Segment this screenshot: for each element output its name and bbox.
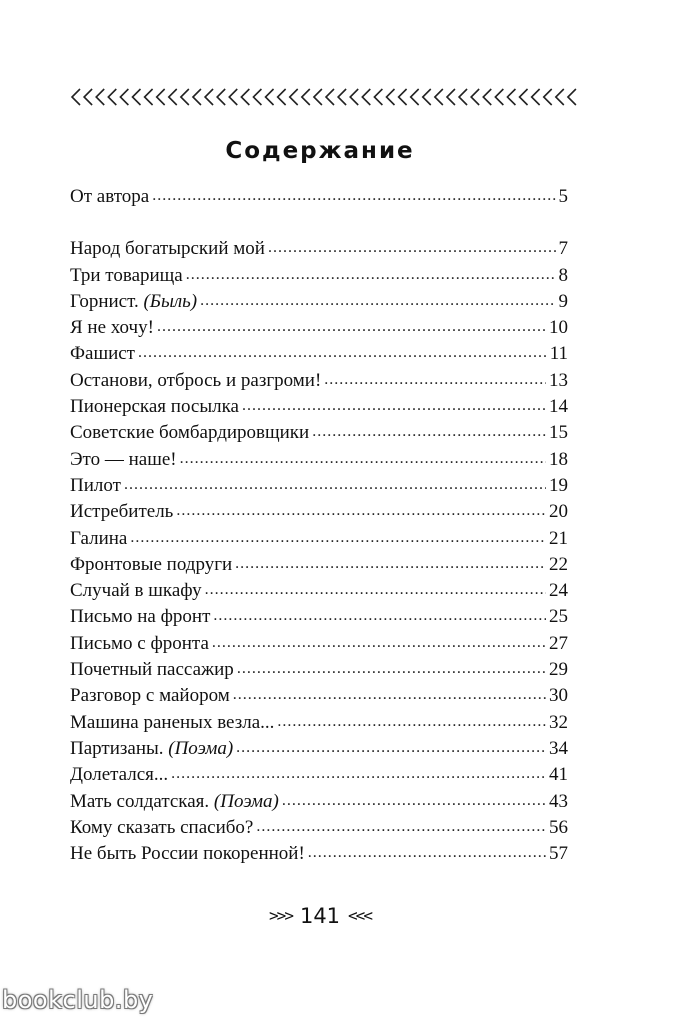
toc-entry-title (70, 657, 234, 683)
chevron-icon (532, 89, 540, 105)
toc-entry (70, 631, 568, 657)
toc-entry-page-number: 34 (549, 737, 568, 759)
toc-entry (70, 526, 568, 552)
toc-entry-title (70, 341, 135, 367)
chevron-icon (459, 89, 467, 105)
chevron-icon (229, 89, 237, 105)
toc-entry-genre-note: (Быль) (143, 290, 198, 312)
toc-entry-title-text: Народ богатырский мой (70, 238, 265, 260)
toc-entry-title (70, 631, 209, 657)
toc-entry-title-text: Письмо на фронт (70, 606, 211, 628)
toc-entry (70, 473, 568, 499)
toc-entry-title-text: Пионерская посылка (70, 396, 239, 418)
toc-entry-title-text: Пилот (70, 474, 121, 496)
chevron-icon (72, 89, 80, 105)
toc-entry-page-number: 56 (549, 816, 568, 838)
toc-dot-leader (237, 655, 546, 681)
toc-entry-page-number: 20 (549, 501, 568, 523)
toc-entry-page-number: 43 (549, 790, 568, 812)
toc-entry-title-text: От автора (70, 186, 150, 207)
chevron-icon (96, 89, 104, 105)
toc-entry (70, 578, 568, 604)
toc-entry-title-text: Долетался... (70, 764, 169, 786)
toc-dot-leader (205, 576, 546, 602)
chevron-icon (362, 89, 370, 105)
toc-entry-page-number: 24 (549, 580, 568, 602)
chevron-icon (157, 89, 165, 105)
toc-entry-title-text: Машина раненых везла... (70, 711, 275, 733)
toc-entry-title-text: Три товарища (70, 264, 183, 286)
toc-entry-page-number: 10 (549, 317, 568, 339)
toc-entry-title (70, 762, 168, 788)
toc-dot-leader (138, 339, 547, 365)
toc-entry-title-text: Разговор с майором (70, 685, 230, 707)
toc-entry (70, 789, 568, 815)
toc-entry-title-text: Фашист (70, 343, 135, 365)
toc-entry-title-text: Не быть России покоренной! (70, 843, 305, 865)
chevron-icon (145, 89, 153, 105)
chevron-icon (520, 89, 528, 105)
chevron-icon (495, 89, 503, 105)
toc-entry-title (70, 604, 210, 630)
toc-dot-leader (180, 445, 546, 471)
toc-entry-page-number: 9 (558, 290, 568, 312)
toc-dot-leader (200, 287, 555, 313)
toc-entry-page-number: 29 (549, 659, 568, 681)
toc-entry (70, 236, 568, 262)
toc-entry-title (70, 578, 202, 604)
page-number: 141 (299, 904, 341, 928)
chevron-icon (241, 89, 249, 105)
decorative-chevron-border (70, 80, 578, 114)
chevron-left-ornament: <<< (348, 906, 371, 925)
toc-entry-page-number: 19 (549, 474, 568, 496)
chevron-icon (483, 89, 491, 105)
chevron-icon (350, 89, 358, 105)
chevron-icon (374, 89, 382, 105)
toc-entry-page-number: 13 (549, 369, 568, 391)
toc-dot-leader (124, 471, 546, 497)
chevron-icon (507, 89, 515, 105)
page-number-footer (0, 900, 640, 931)
chevron-icon (399, 89, 407, 105)
toc-dot-leader (235, 550, 546, 576)
toc-entry-title-text: Случай в шкафу (70, 580, 202, 602)
toc-entry (70, 420, 568, 446)
toc-entry-page-number: 14 (549, 396, 568, 418)
toc-entry-page-number: 27 (549, 632, 568, 654)
toc-dot-leader (152, 182, 555, 208)
toc-entry-title (70, 289, 197, 315)
toc-entry-page-number: 11 (549, 343, 568, 365)
chevron-icon (556, 89, 564, 105)
chevron-icon (447, 89, 455, 105)
toc-entry-title (70, 552, 232, 578)
toc-entry (70, 263, 568, 289)
toc-dot-leader (157, 313, 546, 339)
toc-entry-title (70, 315, 154, 341)
toc-entry-page-number: 30 (549, 685, 568, 707)
toc-dot-leader (130, 524, 546, 550)
chevron-icon (169, 89, 177, 105)
toc-entry-title-text: Фронтовые подруги (70, 553, 233, 575)
toc-entry (70, 184, 568, 210)
toc-entry-title (70, 184, 149, 210)
chevron-icon (411, 89, 419, 105)
chevron-icon (120, 89, 128, 105)
toc-entry-title (70, 526, 127, 552)
chevron-icon (338, 89, 346, 105)
chevron-icon (181, 89, 189, 105)
toc-entry (70, 447, 568, 473)
toc-entry-title-text: Партизаны. (70, 737, 169, 759)
toc-entry (70, 710, 568, 736)
toc-entry (70, 315, 568, 341)
chevron-icon (290, 89, 298, 105)
toc-entry (70, 762, 568, 788)
toc-entry-page-number: 7 (558, 238, 568, 260)
toc-dot-leader (308, 839, 546, 865)
toc-entry-title-text: Истребитель (70, 501, 174, 523)
toc-entry (70, 683, 568, 709)
toc-dot-leader (171, 760, 546, 786)
toc-dot-leader (186, 261, 556, 287)
toc-dot-leader (282, 787, 546, 813)
toc-entry-page-number: 21 (549, 527, 568, 549)
toc-entry-title-text: Галина (70, 527, 128, 549)
toc-entry-title-text: Советские бомбардировщики (70, 422, 310, 444)
chevron-icon (253, 89, 261, 105)
toc-entry-title-text: Письмо с фронта (70, 632, 209, 654)
toc-entry-title (70, 447, 177, 473)
chevron-icon (266, 89, 274, 105)
chevron-icon (278, 89, 286, 105)
table-of-contents (70, 184, 568, 867)
chevron-icon (423, 89, 431, 105)
toc-dot-leader (256, 813, 546, 839)
toc-entry-title-text: Мать солдатская. (70, 790, 214, 812)
toc-entry-page-number: 18 (549, 448, 568, 470)
toc-entry-title-text: Почетный пассажир (70, 659, 234, 681)
toc-dot-leader (324, 366, 546, 392)
chevron-right-ornament: >>> (269, 906, 292, 925)
toc-dot-leader (236, 734, 546, 760)
toc-entry (70, 815, 568, 841)
chevron-icon (386, 89, 394, 105)
chevron-icon (326, 89, 334, 105)
toc-entry-title-text: Это — наше! (70, 448, 177, 470)
toc-dot-leader (176, 497, 546, 523)
toc-entry-title-text: Останови, отбрось и разгроми! (70, 369, 322, 391)
chevron-icon (193, 89, 201, 105)
toc-dot-leader (312, 418, 546, 444)
toc-entry-title (70, 473, 121, 499)
toc-entry-title-text: Я не хочу! (70, 317, 154, 339)
page-title: Содержание (225, 138, 415, 164)
toc-entry-title (70, 420, 309, 446)
toc-entry-page-number: 25 (549, 606, 568, 628)
toc-entry-page-number: 8 (558, 264, 568, 286)
toc-dot-leader (212, 629, 546, 655)
toc-entry-page-number: 32 (549, 711, 568, 733)
watermark: bookclub.by (2, 986, 154, 1014)
toc-entry-title (70, 368, 321, 394)
chevron-icon (132, 89, 140, 105)
chevron-icon (108, 89, 116, 105)
toc-entry (70, 394, 568, 420)
toc-dot-leader (242, 392, 546, 418)
toc-entry-title (70, 394, 239, 420)
chevron-icon (84, 89, 92, 105)
toc-entry (70, 657, 568, 683)
toc-entry-title (70, 736, 233, 762)
toc-dot-leader (277, 708, 546, 734)
chevron-icon (302, 89, 310, 105)
chevron-icon (471, 89, 479, 105)
toc-entry-page-number: 5 (558, 186, 568, 207)
toc-entry-title (70, 815, 253, 841)
toc-dot-leader (213, 602, 546, 628)
toc-entry-title (70, 499, 173, 525)
toc-dot-leader (268, 234, 556, 260)
toc-entry (70, 499, 568, 525)
toc-entry (70, 841, 568, 867)
toc-dot-leader (233, 681, 546, 707)
toc-entry-page-number: 57 (549, 843, 568, 865)
toc-entry-genre-note: (Поэма) (213, 790, 279, 812)
toc-entry-title (70, 236, 265, 262)
toc-entry (70, 368, 568, 394)
chevron-icon (314, 89, 322, 105)
toc-entry (70, 341, 568, 367)
toc-entry-title (70, 683, 230, 709)
toc-entry-genre-note: (Поэма) (168, 737, 234, 759)
toc-entry-title (70, 710, 274, 736)
chevron-icon (205, 89, 213, 105)
toc-entry-page-number: 41 (549, 764, 568, 786)
toc-entry-title (70, 263, 183, 289)
toc-entry-title-text: Горнист. (70, 290, 144, 312)
toc-entry (70, 736, 568, 762)
toc-entry-title (70, 789, 279, 815)
chevron-icon (544, 89, 552, 105)
toc-entry-page-number: 15 (549, 422, 568, 444)
toc-entry (70, 289, 568, 315)
toc-entry (70, 552, 568, 578)
chevron-icon (568, 89, 576, 105)
toc-entry-page-number: 22 (549, 553, 568, 575)
chevron-icon (217, 89, 225, 105)
toc-entry-title-text: Кому сказать спасибо? (70, 816, 254, 838)
toc-entry (70, 604, 568, 630)
chevron-icon (435, 89, 443, 105)
toc-entry-title (70, 841, 305, 867)
